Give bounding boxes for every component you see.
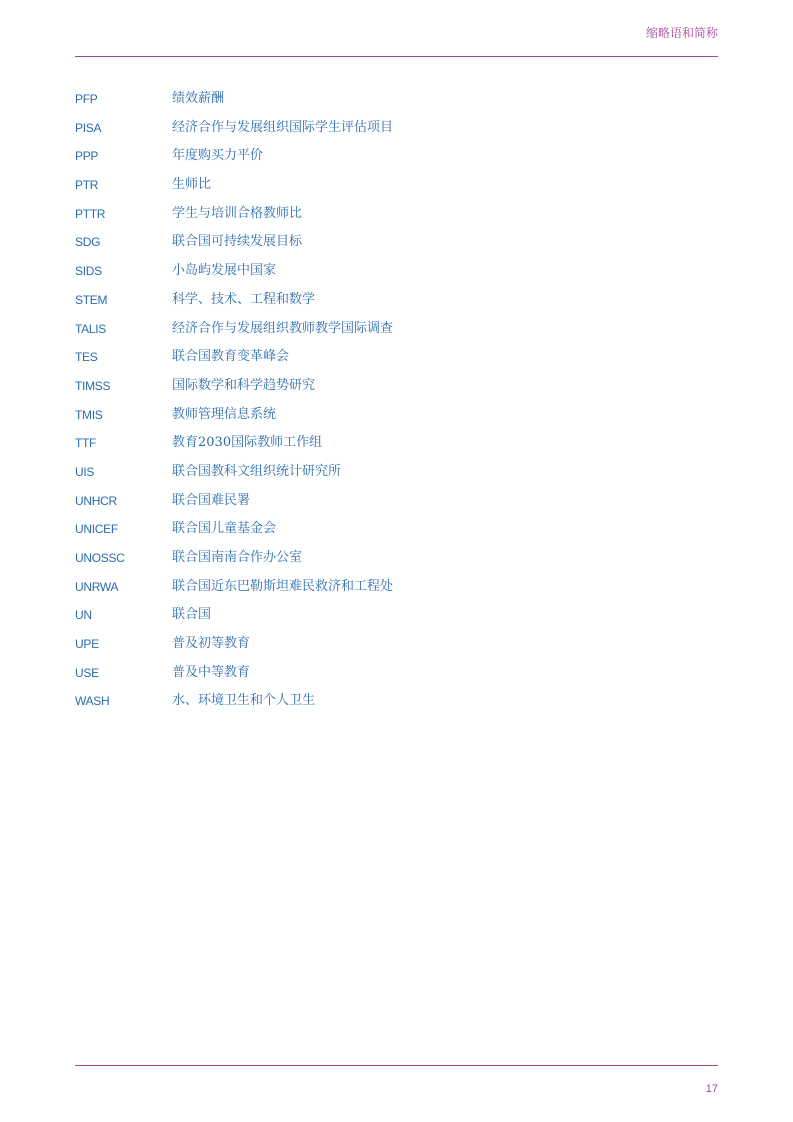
abbreviation-code: PFP <box>75 92 98 106</box>
running-header-title: 缩略语和简称 <box>645 26 718 40</box>
abbreviation-meaning: 国际数学和科学趋势研究 <box>172 377 316 393</box>
abbreviation-code: USE <box>75 665 99 680</box>
abbreviation-code: PTR <box>75 178 99 193</box>
abbreviation-meaning: 联合国儿童基金会 <box>172 521 277 537</box>
abbreviation-code: UNICEF <box>75 522 118 537</box>
abbreviation-meaning: 联合国教育变革峰会 <box>172 349 290 365</box>
abbreviation-code: UNRWA <box>75 579 119 594</box>
footer-divider <box>75 1065 718 1066</box>
abbreviation-meaning: 联合国南南合作办公室 <box>172 550 303 565</box>
abbreviation-code: TMIS <box>75 407 103 422</box>
abbreviation-code: TES <box>75 350 98 365</box>
abbreviation-code: WASH <box>75 694 110 709</box>
abbreviation-meaning: 经济合作与发展组织国际学生评估项目 <box>172 119 394 135</box>
abbreviation-meaning: 绩效薪酬 <box>172 91 225 106</box>
list-item <box>75 119 718 148</box>
abbreviation-meaning: 联合国可持续发展目标 <box>172 234 303 250</box>
abbreviation-code: TALIS <box>75 321 106 336</box>
abbreviation-code: SIDS <box>75 264 102 279</box>
abbreviation-meaning: 科学、技术、工程和数学 <box>172 291 316 307</box>
abbreviation-meaning: 年度购买力平价 <box>172 148 264 164</box>
list-item <box>75 664 718 693</box>
list-item <box>75 463 718 492</box>
abbreviation-code: TIMSS <box>75 378 111 393</box>
list-item <box>75 549 718 578</box>
abbreviation-meaning: 小岛屿发展中国家 <box>172 263 277 279</box>
list-item <box>75 377 718 406</box>
list-item <box>75 348 718 377</box>
page-number: 17 <box>705 1083 718 1095</box>
abbreviation-meaning: 教育2030国际教师工作组 <box>172 435 323 451</box>
abbreviation-code: TTF <box>75 436 97 451</box>
list-item <box>75 147 718 176</box>
list-item <box>75 520 718 549</box>
abbreviation-code: STEM <box>75 292 108 307</box>
list-item <box>75 233 718 262</box>
list-item <box>75 434 718 463</box>
abbreviation-code: SDG <box>75 235 101 250</box>
abbreviation-meaning: 联合国近东巴勒斯坦难民救济和工程处 <box>172 578 394 594</box>
abbreviation-code: UPE <box>75 637 99 652</box>
abbreviation-meaning: 教师管理信息系统 <box>172 406 277 422</box>
header-divider <box>75 56 718 57</box>
abbreviation-meaning: 学生与培训合格教师比 <box>172 205 303 221</box>
list-item <box>75 606 718 635</box>
abbreviation-meaning: 联合国难民署 <box>172 492 251 508</box>
abbreviation-code: PTTR <box>75 206 106 221</box>
list-item <box>75 320 718 349</box>
list-item <box>75 406 718 435</box>
abbreviation-meaning: 联合国教科文组织统计研究所 <box>172 463 342 479</box>
abbreviation-code: UN <box>75 608 92 623</box>
list-item <box>75 635 718 664</box>
abbreviation-code: UNHCR <box>75 493 117 508</box>
abbreviation-meaning: 经济合作与发展组织教师教学国际调查 <box>172 320 394 336</box>
list-item <box>75 176 718 205</box>
list-item <box>75 90 718 119</box>
list-item <box>75 291 718 320</box>
list-item <box>75 262 718 291</box>
list-item <box>75 205 718 234</box>
abbreviation-meaning: 生师比 <box>172 177 212 193</box>
abbreviation-meaning: 普及中等教育 <box>172 664 251 680</box>
list-item <box>75 578 718 607</box>
list-item <box>75 492 718 521</box>
list-item <box>75 692 718 721</box>
abbreviation-code: UIS <box>75 464 95 479</box>
abbreviation-code: PPP <box>75 149 99 164</box>
abbreviation-meaning: 水、环境卫生和个人卫生 <box>172 693 316 709</box>
abbreviation-meaning: 普及初等教育 <box>172 636 251 652</box>
abbreviation-code: UNOSSC <box>75 551 125 565</box>
abbreviation-meaning: 联合国 <box>172 607 212 623</box>
abbreviation-list <box>75 90 718 721</box>
abbreviation-code: PISA <box>75 120 102 135</box>
